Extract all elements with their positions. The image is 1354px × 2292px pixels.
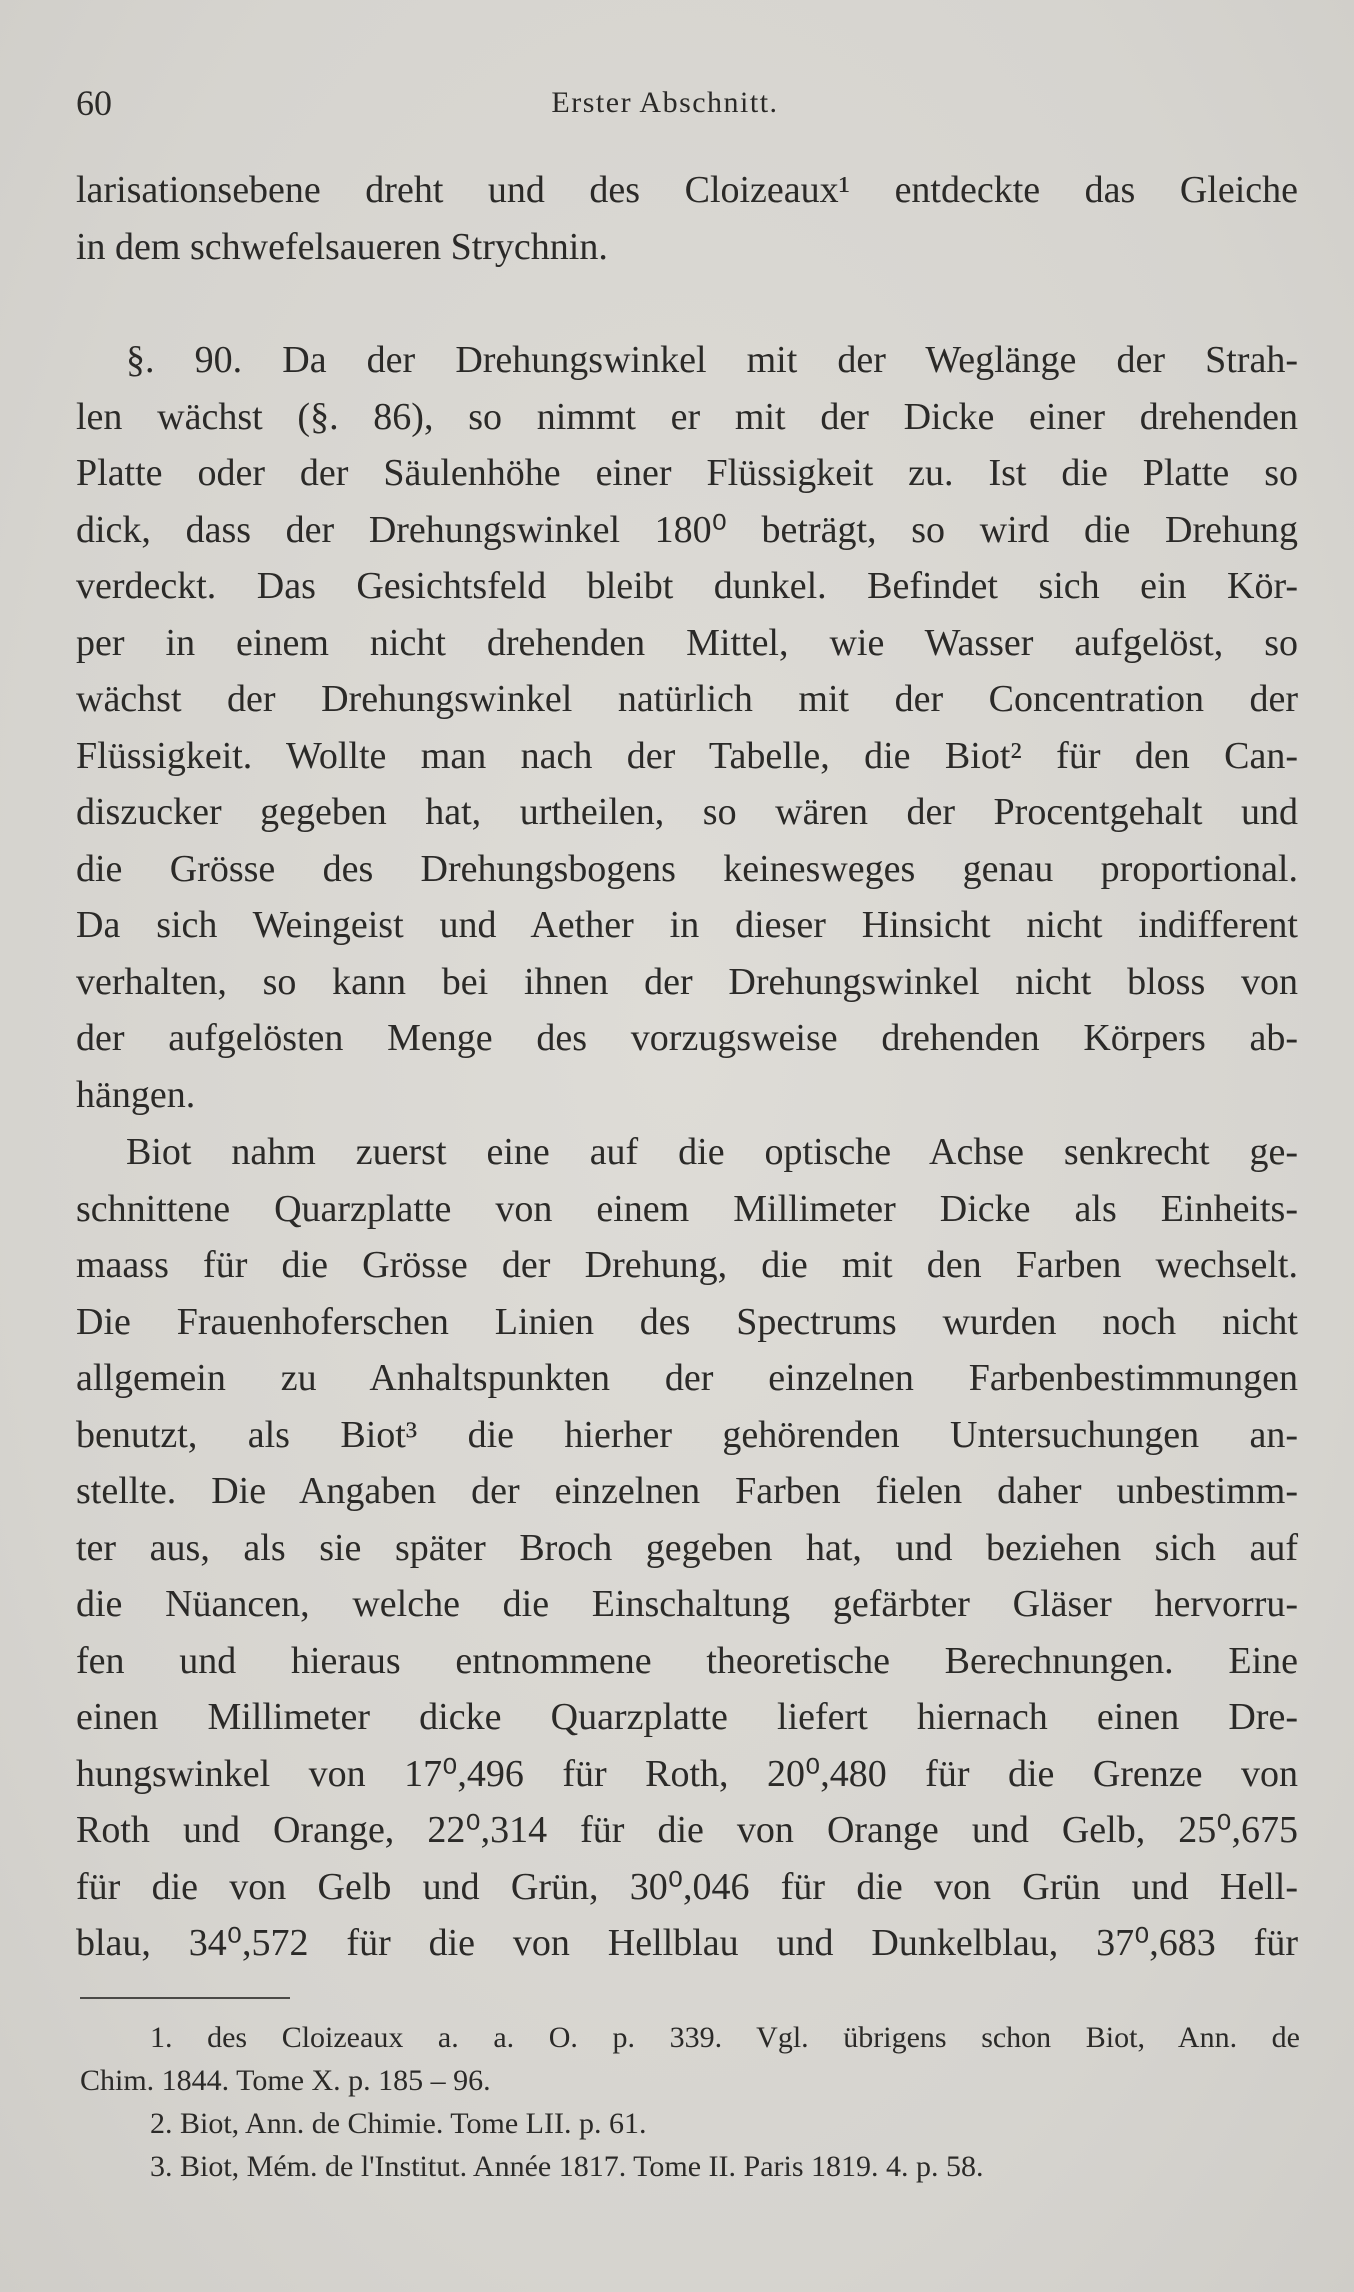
text-line: ter aus, als sie später Broch gegeben hat, und beziehen sich auf [76,1526,1298,1569]
text-line: maass für die Grösse der Drehung, die mit den Farben wechselt. [76,1244,1298,1286]
paragraph-biot [76,1124,1298,1972]
text-line: Die Frauenhoferschen Linien des Spectrums wurden noch nicht [76,1300,1298,1343]
text-line: blau, 34⁰,572 für die von Hellblau und Dunkelblau, 37⁰,683 für [76,1922,1298,1964]
paragraph-continuation [76,162,1298,275]
footnotes [80,2016,1300,2188]
text-line: benutzt, als Biot³ die hierher gehörenden Untersuchungen an- [76,1413,1298,1456]
text-line: stellte. Die Angaben der einzelnen Farben fielen daher unbestimm- [76,1470,1298,1512]
text-line: fen und hieraus entnommene theoretische Berechnungen. Eine [76,1639,1298,1682]
text-line: in dem schwefelsaueren Strychnin. [76,225,608,268]
text-line: larisationsebene dreht und des Cloizeaux¹ entdeckte das Gleiche [76,169,1298,211]
text-line: verdeckt. Das Gesichtsfeld bleibt dunkel. Befindet sich ein Kör- [76,565,1298,607]
text-line: diszucker gegeben hat, urtheilen, so wären der Procentgehalt und [76,791,1298,833]
footnote-rule [80,1997,290,1999]
text-line: Da sich Weingeist und Aether in dieser Hinsicht nicht indifferent [76,904,1298,946]
page-header [76,82,1294,132]
text-line: wächst der Drehungswinkel natürlich mit der Concentration der [76,678,1298,720]
text-line: schnittene Quarzplatte von einem Millimeter Dicke als Einheits- [76,1187,1298,1230]
footnote-3: 3. Biot, Mém. de l'Institut. Année 1817. Tome II. Paris 1819. 4. p. 58. [150,2150,984,2183]
running-head: Erster Abschnitt. [551,86,779,119]
page-number: 60 [76,83,112,123]
text-line: len wächst (§. 86), so nimmt er mit der Dicke einer drehenden [76,395,1298,438]
text-line: §. 90. Da der Drehungswinkel mit der Weglänge der Strah- [126,339,1298,381]
footnote-1-continued: Chim. 1844. Tome X. p. 185 – 96. [80,2064,491,2097]
text-line: Platte oder der Säulenhöhe einer Flüssigkeit zu. Ist die Platte so [76,452,1298,494]
footnote-2: 2. Biot, Ann. de Chimie. Tome LII. p. 61. [150,2107,647,2140]
text-line: für die von Gelb und Grün, 30⁰,046 für die von Grün und Hell- [76,1865,1298,1908]
footnote-1: 1. des Cloizeaux a. a. O. p. 339. Vgl. übrigens schon Biot, Ann. de [150,2021,1300,2054]
text-line: dick, dass der Drehungswinkel 180⁰ beträgt, so wird die Drehung [76,508,1298,551]
paragraph-section-90 [76,332,1298,1123]
text-line: die Grösse des Drehungsbogens keinesweges genau proportional. [76,847,1298,890]
text-line: Flüssigkeit. Wollte man nach der Tabelle, die Biot² für den Can- [76,734,1298,777]
text-line: per in einem nicht drehenden Mittel, wie Wasser aufgelöst, so [76,621,1298,664]
text-line: die Nüancen, welche die Einschaltung gefärbter Gläser hervorru- [76,1583,1298,1625]
text-line: der aufgelösten Menge des vorzugsweise drehenden Körpers ab- [76,1017,1298,1059]
text-line: Roth und Orange, 22⁰,314 für die von Orange und Gelb, 25⁰,675 [76,1809,1298,1851]
text-line: hängen. [76,1073,196,1116]
text-line: hungswinkel von 17⁰,496 für Roth, 20⁰,480 für die Grenze von [76,1752,1298,1795]
text-line: allgemein zu Anhaltspunkten der einzelnen Farbenbestimmungen [76,1357,1298,1399]
text-line: einen Millimeter dicke Quarzplatte liefert hiernach einen Dre- [76,1696,1298,1738]
text-line: Biot nahm zuerst eine auf die optische Achse senkrecht ge- [126,1131,1298,1173]
text-line: verhalten, so kann bei ihnen der Drehungswinkel nicht bloss von [76,960,1298,1003]
